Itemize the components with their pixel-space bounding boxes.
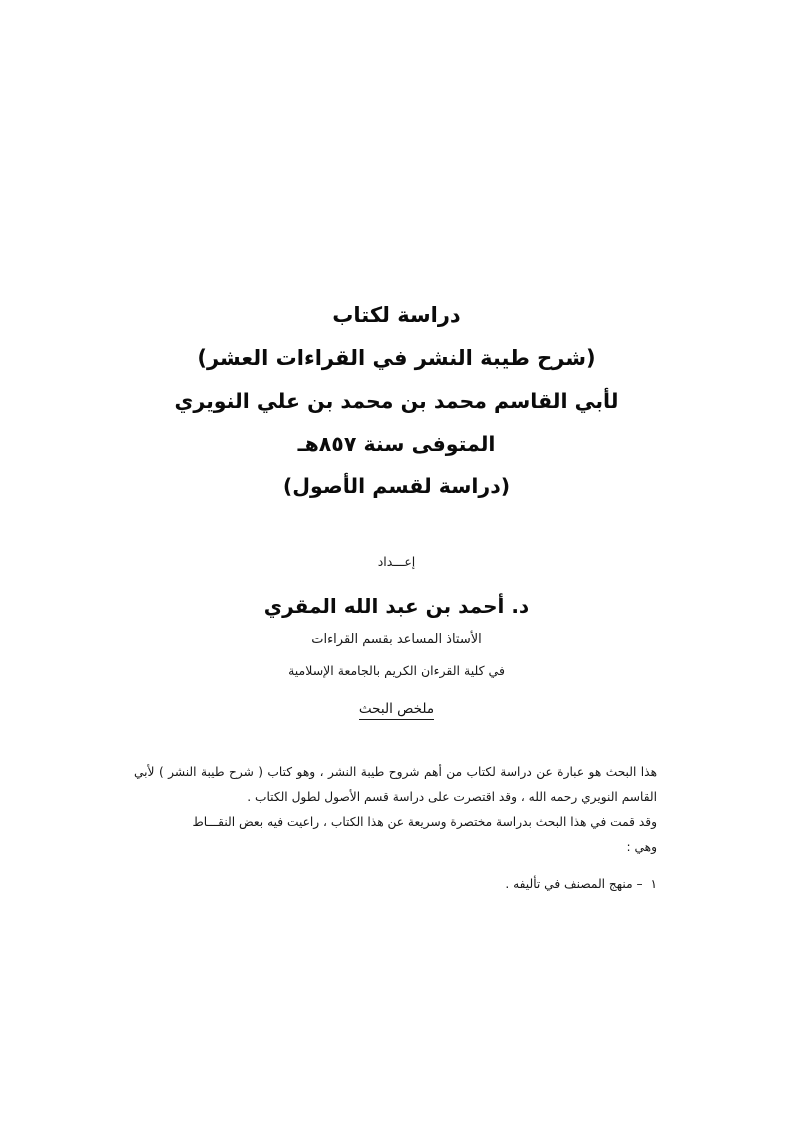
author-name: د. أحمد بن عبد الله المقري: [263, 593, 530, 618]
title-line-2: (شرح طيبة النشر في القراءات العشر): [197, 346, 596, 370]
title-line-5: (دراسة لقسم الأصول): [282, 474, 511, 498]
author-block: [112, 554, 681, 720]
point-separator: –: [636, 876, 643, 891]
prepared-by-label: إعـــداد: [377, 553, 416, 569]
abstract-tail-line: وهي :: [626, 839, 657, 854]
abstract-heading: ملخص البحث: [359, 701, 434, 720]
point-text: منهج المصنف في تأليفه .: [505, 876, 633, 891]
title-line-4: المتوفى سنة ٨٥٧هـ: [297, 431, 496, 456]
point-index: ١: [650, 876, 657, 891]
author-role: الأستاذ المساعد بقسم القراءات: [311, 631, 482, 647]
title-block: [112, 305, 681, 497]
abstract-heading-wrap: [112, 698, 681, 720]
title-line-3: لأبي القاسم محمد بن محمد بن علي النويري: [174, 389, 619, 413]
abstract-body: [112, 760, 681, 835]
title-line-1: دراسة لكتاب: [332, 303, 461, 327]
abstract-paragraph-2: وقد قمت في هذا البحث بدراسة مختصرة وسريعة عن هذا الكتاب ، راعيت فيه بعض النقـــاط: [192, 814, 657, 829]
abstract-points-list: [112, 872, 681, 897]
list-item: [134, 872, 657, 897]
abstract-paragraph-1: هذا البحث هو عبارة عن دراسة لكتاب من أهم شروح طيبة النشر ، وهو كتاب ( شرح طيبة النشر ) لأبي القاسم النويري رحمه الله ، وقد اقتصرت على دراسة قسم الأصول لطول الكتاب .: [134, 764, 657, 804]
author-affiliation: في كلية القرءان الكريم بالجامعة الإسلامية: [288, 662, 505, 678]
